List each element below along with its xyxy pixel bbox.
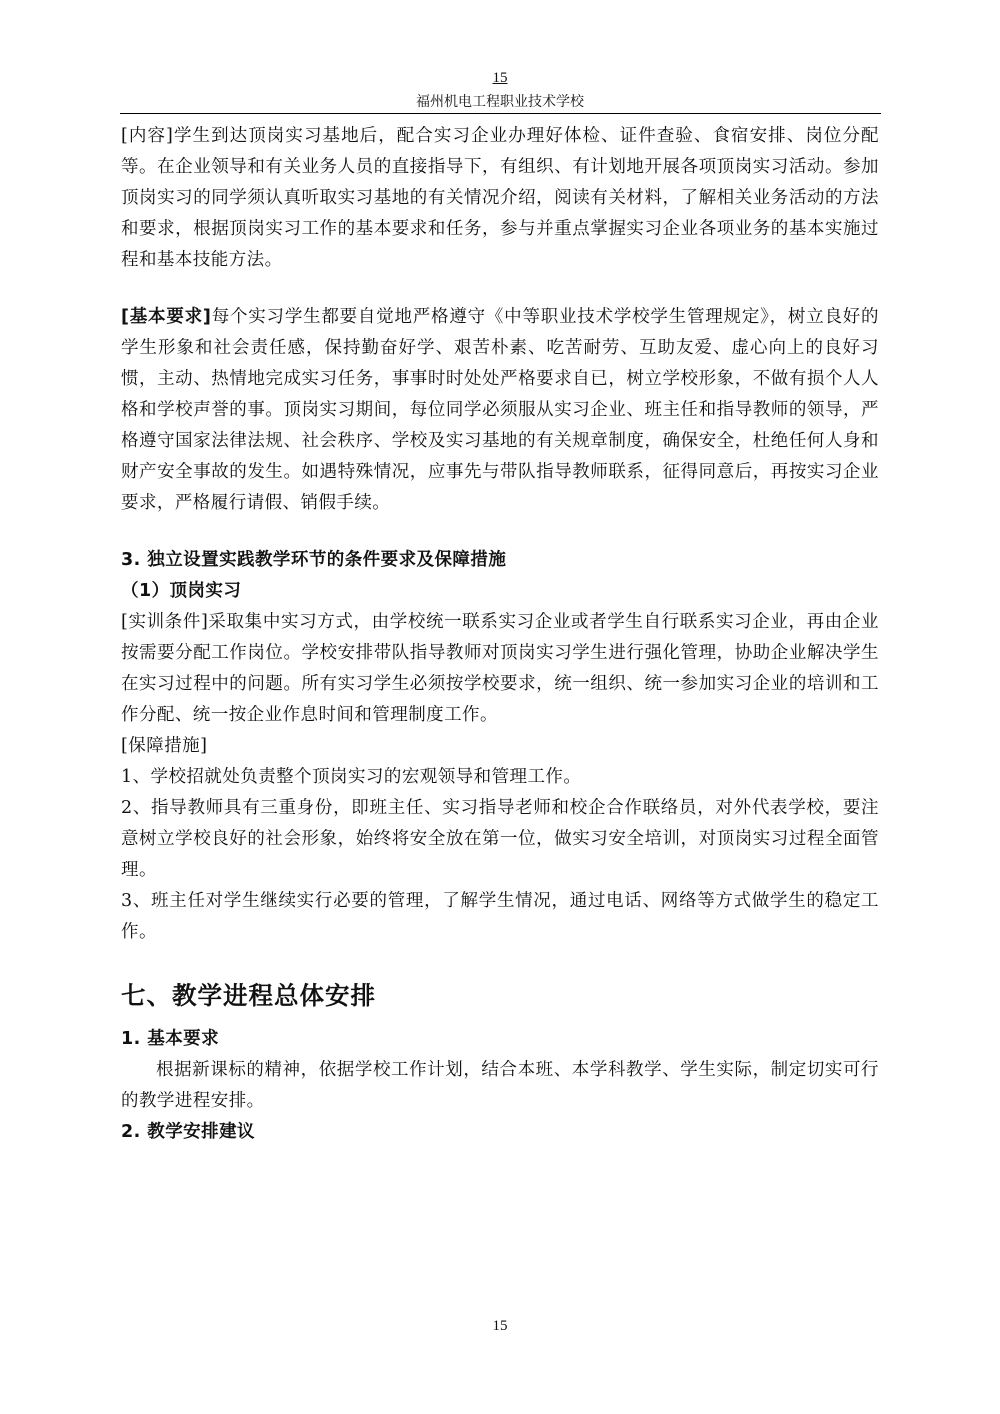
training-conditions-text: 采取集中实习方式，由学校统一联系实习企业或者学生自行联系实习企业，再由企业按需要分配工作岗位。学校安排带队指导教师对顶岗实习学生进行强化管理，协助企业解决学生在实习过程中的问题。所有实习学生必须按学校要求，统一组织、统一参加实习企业的培训和工作分配、统一按企业作息时间和管理制度工作。 (121, 612, 879, 725)
paragraph-basic-requirements (121, 302, 879, 519)
content-text: 学生到达顶岗实习基地后，配合实习企业办理好体检、证件查验、食宿安排、岗位分配等。在企业领导和有关业务人员的直接指导下，有组织、有计划地开展各项顶岗实习活动。参加顶岗实习的同学须认真听取实习基地的有关情况介绍，阅读有关材料，了解相关业务活动的方法和要求，根据顶岗实习工作的基本要求和任务，参与并重点掌握实习企业各项业务的基本实施过程和基本技能方法。 (121, 126, 879, 270)
footer-page-number: 15 (492, 1318, 508, 1334)
tag-content: [内容] (121, 126, 174, 146)
tag-safeguard-measures: [保障措施] (121, 736, 208, 756)
document-body (121, 121, 879, 1148)
tag-basic-requirements: [基本要求] (121, 307, 212, 327)
paragraph-content (121, 121, 879, 276)
safeguard-item-2: 2、指导教师具有三重身份，即班主任、实习指导老师和校企合作联络员，对外代表学校，要注意树立学校良好的社会形象，始终将安全放在第一位，做实习安全培训，对顶岗实习过程全面管理。 (121, 798, 879, 880)
section-3-title: 3. 独立设置实践教学环节的条件要求及保障措施 (121, 550, 507, 570)
chapter-7-section-2-title: 2. 教学安排建议 (121, 1122, 255, 1142)
chapter-7-section-1-title: 1. 基本要求 (121, 1029, 220, 1049)
chapter-7-title: 七、教学进程总体安排 (121, 981, 376, 1010)
tag-training-conditions: [实训条件] (121, 612, 209, 632)
header-page-number: 15 (492, 70, 508, 86)
subsection-1-title: （1）顶岗实习 (121, 581, 242, 601)
safeguard-item-1: 1、学校招就处负责整个顶岗实习的宏观领导和管理工作。 (121, 767, 582, 787)
paragraph-training-conditions (121, 607, 879, 731)
basic-requirements-text: 每个实习学生都要自觉地严格遵守《中等职业技术学校学生管理规定》，树立良好的学生形象和社会责任感，保持勤奋好学、艰苦朴素、吃苦耐劳、互助友爱、虚心向上的良好习惯，主动、热情地完成实习任务，事事时时处处严格要求自已，树立学校形象，不做有损个人人格和学校声誉的事。顶岗实习期间，每位同学必须服从实习企业、班主任和指导教师的领导，严格遵守国家法律法规、社会秩序、学校及实习基地的有关规章制度，确保安全，杜绝任何人身和财产安全事故的发生。如遇特殊情况，应事先与带队指导教师联系，征得同意后，再按实习企业要求，严格履行请假、销假手续。 (121, 307, 879, 513)
chapter-7-section-1-text: 根据新课标的精神，依据学校工作计划，结合本班、本学科教学、学生实际，制定切实可行的教学进程安排。 (121, 1060, 879, 1111)
header-rule (120, 113, 881, 114)
header-school-name: 福州机电工程职业技术学校 (416, 94, 584, 110)
safeguard-item-3: 3、班主任对学生继续实行必要的管理，了解学生情况，通过电话、网络等方式做学生的稳定工作。 (121, 891, 879, 942)
